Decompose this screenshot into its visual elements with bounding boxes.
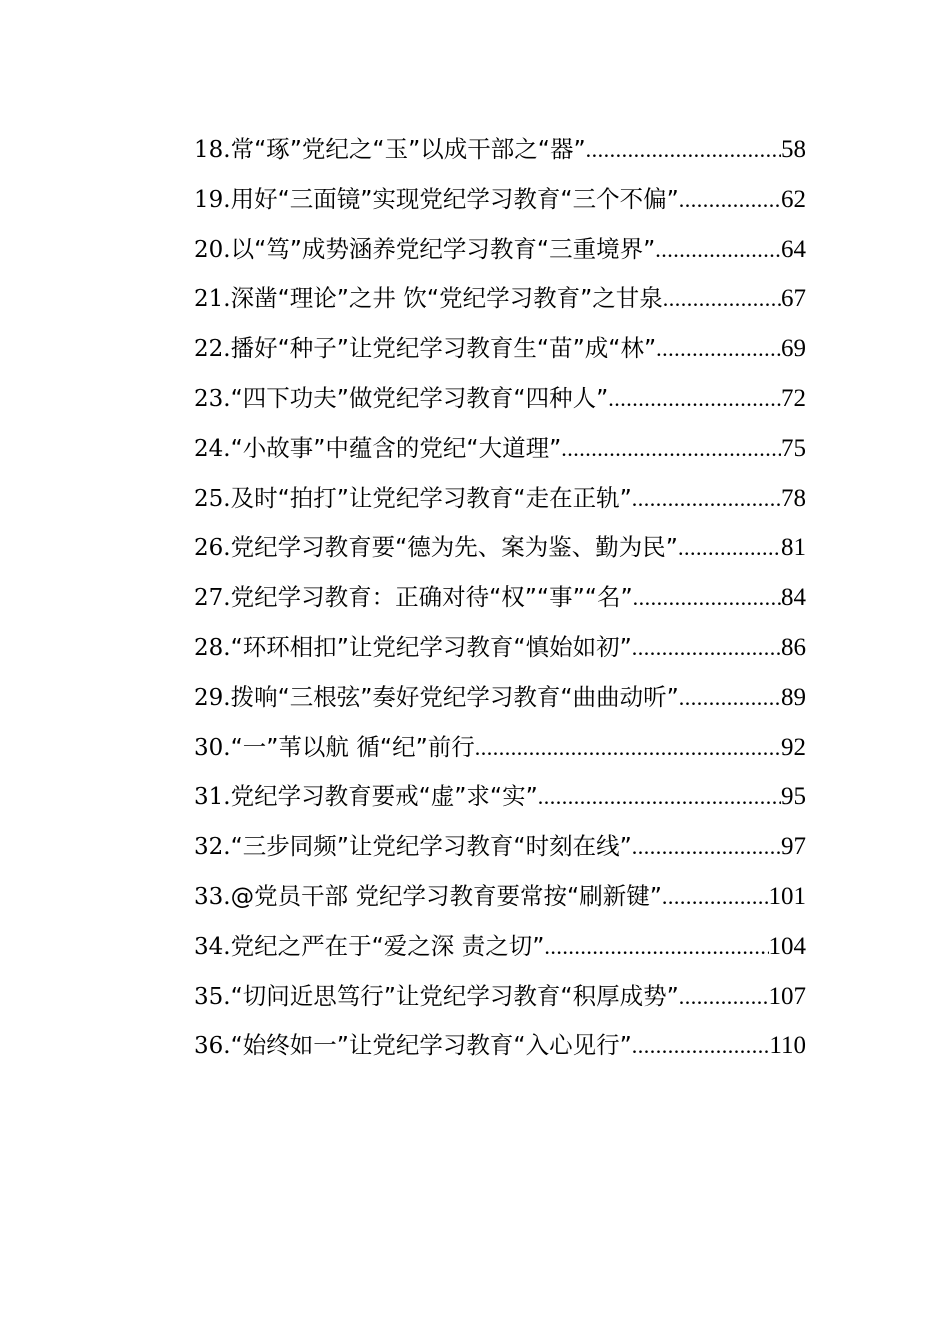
toc-entry-label: “三步同频”让党纪学习教育“时刻在线” xyxy=(230,832,632,861)
toc-entry-page: 67 xyxy=(781,285,806,313)
toc-entry-title xyxy=(194,623,632,673)
toc-entry-34[interactable] xyxy=(194,922,806,972)
dot-leader xyxy=(656,324,781,374)
dot-leader xyxy=(561,424,781,474)
toc-entry-page: 86 xyxy=(781,633,806,661)
toc-entry-number: 28. xyxy=(194,634,231,661)
toc-entry-number: 35. xyxy=(194,983,231,1010)
toc-entry-23[interactable] xyxy=(194,374,806,424)
table-of-contents xyxy=(194,125,806,1071)
toc-entry-28[interactable] xyxy=(194,623,806,673)
toc-entry-title xyxy=(194,972,679,1022)
dot-leader xyxy=(633,573,781,623)
toc-entry-label: “小故事”中蕴含的党纪“大道理” xyxy=(230,433,562,462)
toc-entry-label: “切问近思笃行”让党纪学习教育“积厚成势” xyxy=(230,981,679,1010)
toc-entry-30[interactable] xyxy=(194,723,806,773)
toc-entry-number: 33. xyxy=(194,883,231,910)
toc-entry-label: 拨响“三根弦”奏好党纪学习教育“曲曲动听” xyxy=(230,682,679,711)
dot-leader xyxy=(608,374,781,424)
toc-entry-title xyxy=(194,922,544,972)
dot-leader xyxy=(663,274,781,324)
toc-entry-label: “环环相扣”让党纪学习教育“慎始如初” xyxy=(230,632,632,661)
toc-entry-number: 30. xyxy=(194,734,231,761)
toc-entry-page: 62 xyxy=(781,185,806,213)
dot-leader xyxy=(662,872,769,922)
toc-entry-label: 党纪之严在于“爱之深 责之切” xyxy=(230,931,545,960)
toc-entry-number: 18. xyxy=(194,137,231,163)
toc-entry-label: 常“琢”党纪之“玉”以成干部之“器” xyxy=(230,135,586,163)
toc-entry-title xyxy=(194,175,679,225)
dot-leader xyxy=(586,125,781,175)
toc-entry-page: 75 xyxy=(781,434,806,462)
toc-entry-31[interactable] xyxy=(194,772,806,822)
dot-leader xyxy=(544,922,768,972)
toc-entry-number: 31. xyxy=(194,784,231,811)
dot-leader xyxy=(678,523,781,573)
toc-entry-title xyxy=(194,523,678,573)
toc-entry-title xyxy=(194,822,632,872)
toc-entry-number: 19. xyxy=(194,186,231,213)
toc-entry-title xyxy=(194,673,679,723)
dot-leader xyxy=(538,772,781,822)
toc-entry-label: 用好“三面镜”实现党纪学习教育“三个不偏” xyxy=(230,184,679,213)
toc-entry-label: “四下功夫”做党纪学习教育“四种人” xyxy=(230,383,609,412)
toc-entry-page: 104 xyxy=(768,932,806,960)
toc-entry-page: 107 xyxy=(768,982,806,1010)
toc-entry-title xyxy=(194,772,538,822)
toc-entry-title xyxy=(194,872,662,922)
toc-entry-page: 78 xyxy=(781,484,806,512)
toc-entry-21[interactable] xyxy=(194,274,806,324)
toc-entry-title xyxy=(194,225,655,275)
toc-entry-label: @党员干部 党纪学习教育要常按“刷新键” xyxy=(230,881,662,910)
toc-entry-32[interactable] xyxy=(194,822,806,872)
dot-leader xyxy=(632,822,781,872)
toc-entry-label: “始终如一”让党纪学习教育“入心见行” xyxy=(230,1031,632,1060)
toc-entry-label: 党纪学习教育要戒“虚”求“实” xyxy=(230,782,538,811)
toc-entry-title xyxy=(194,274,663,324)
toc-entry-number: 27. xyxy=(194,585,231,612)
toc-entry-label: 深凿“理论”之井 饮“党纪学习教育”之甘泉 xyxy=(230,284,663,313)
toc-entry-title xyxy=(194,723,475,773)
toc-entry-number: 34. xyxy=(194,933,231,960)
toc-entry-25[interactable] xyxy=(194,474,806,524)
toc-entry-label: 播好“种子”让党纪学习教育生“苗”成“林” xyxy=(230,334,657,363)
dot-leader xyxy=(679,673,781,723)
toc-entry-label: “一”苇以航 循“纪”前行 xyxy=(230,732,475,761)
toc-entry-title xyxy=(194,324,656,374)
toc-entry-number: 21. xyxy=(194,286,231,313)
toc-entry-page: 84 xyxy=(781,584,806,612)
toc-entry-title xyxy=(194,1021,632,1071)
toc-entry-number: 32. xyxy=(194,834,231,861)
dot-leader xyxy=(632,474,781,524)
toc-entry-page: 92 xyxy=(781,733,806,761)
toc-entry-page: 72 xyxy=(781,384,806,412)
toc-entry-number: 36. xyxy=(194,1033,231,1060)
toc-entry-22[interactable] xyxy=(194,324,806,374)
toc-entry-number: 29. xyxy=(194,684,231,711)
toc-entry-title xyxy=(194,125,586,175)
toc-entry-page: 101 xyxy=(768,882,806,910)
toc-entry-18[interactable] xyxy=(194,125,806,175)
toc-entry-26[interactable] xyxy=(194,523,806,573)
toc-entry-36[interactable] xyxy=(194,1021,806,1071)
toc-entry-page: 81 xyxy=(781,534,806,562)
toc-entry-page: 64 xyxy=(781,235,806,263)
toc-entry-19[interactable] xyxy=(194,175,806,225)
toc-entry-number: 20. xyxy=(194,236,231,263)
toc-entry-page: 58 xyxy=(781,136,806,163)
toc-entry-title xyxy=(194,474,632,524)
toc-entry-number: 24. xyxy=(194,435,231,462)
toc-entry-29[interactable] xyxy=(194,673,806,723)
toc-entry-title xyxy=(194,374,608,424)
toc-entry-label: 党纪学习教育：正确对待“权”“事”“名” xyxy=(230,583,633,612)
toc-entry-number: 25. xyxy=(194,485,231,512)
toc-entry-page: 89 xyxy=(781,683,806,711)
dot-leader xyxy=(475,723,781,773)
toc-entry-number: 22. xyxy=(194,336,231,363)
toc-entry-20[interactable] xyxy=(194,225,806,275)
toc-entry-number: 26. xyxy=(194,535,231,562)
dot-leader xyxy=(632,623,781,673)
toc-entry-35[interactable] xyxy=(194,972,806,1022)
toc-entry-title xyxy=(194,573,633,623)
toc-entry-27[interactable] xyxy=(194,573,806,623)
dot-leader xyxy=(632,1021,770,1071)
toc-entry-page: 97 xyxy=(781,833,806,861)
toc-entry-label: 党纪学习教育要“德为先、案为鉴、勤为民” xyxy=(230,533,678,562)
dot-leader xyxy=(679,175,781,225)
dot-leader xyxy=(655,225,781,275)
toc-entry-number: 23. xyxy=(194,385,231,412)
toc-entry-page: 110 xyxy=(769,1032,806,1060)
toc-entry-24[interactable] xyxy=(194,424,806,474)
toc-entry-label: 以“笃”成势涵养党纪学习教育“三重境界” xyxy=(230,234,656,263)
dot-leader xyxy=(679,972,769,1022)
toc-entry-title xyxy=(194,424,561,474)
toc-entry-page: 69 xyxy=(781,335,806,363)
toc-entry-label: 及时“拍打”让党纪学习教育“走在正轨” xyxy=(230,483,632,512)
toc-entry-page: 95 xyxy=(781,783,806,811)
toc-entry-33[interactable] xyxy=(194,872,806,922)
